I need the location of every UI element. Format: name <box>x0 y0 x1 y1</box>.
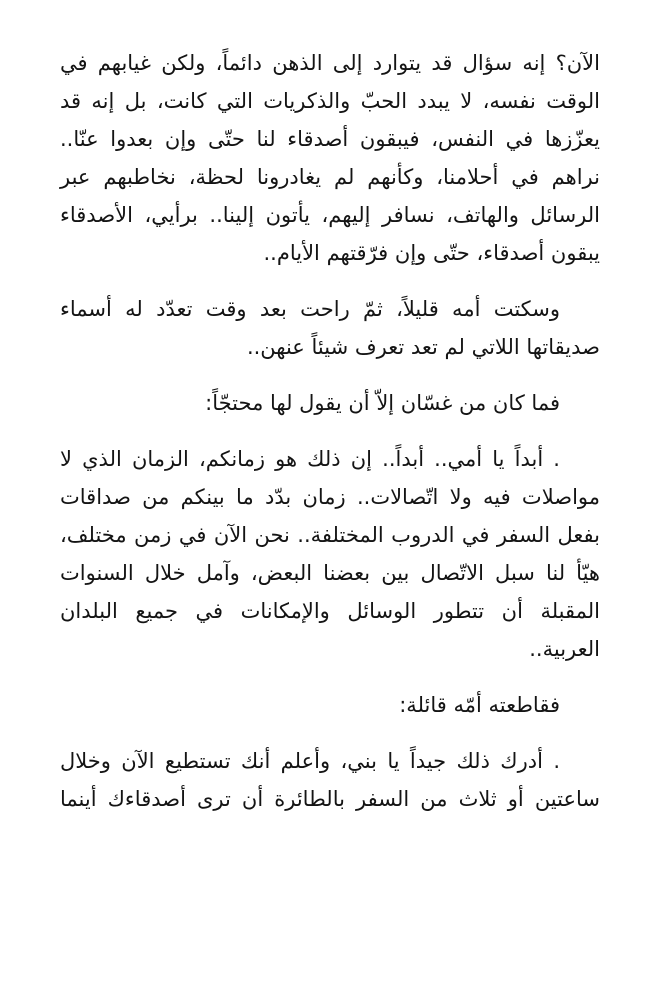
text-line: العربية.. <box>529 637 600 661</box>
text-line: وسكتت أمه قليلاً، ثمّ راحت بعد وقت تعدّد له أسماء <box>60 297 560 321</box>
paragraph <box>60 44 600 272</box>
paragraph <box>60 686 600 724</box>
text-line: المقبلة أن تتطور الوسائل والإمكانات في جميع البلدان <box>60 599 600 623</box>
text-line: . أدرك ذلك جيداً يا بني، وأعلم أنك تستطيع الآن وخلال <box>60 749 560 773</box>
text-line: فما كان من غسّان إلاّ أن يقول لها محتجّاً: <box>205 391 560 415</box>
text-line: مواصلات فيه ولا اتّصالات.. زمان بدّد ما بينكم من صداقات <box>60 485 600 509</box>
text-line: صديقاتها اللاتي لم تعد تعرف شيئاً عنهن.. <box>246 335 600 359</box>
text-line: بفعل السفر في الدروب المختلفة.. نحن الآن في زمن مختلف، <box>60 523 600 547</box>
text-line: يبقون أصدقاء، حتّى وإن فرّقتهم الأيام.. <box>263 241 600 265</box>
text-line: ساعتين أو ثلاث من السفر بالطائرة أن ترى أصدقاءك أينما <box>60 787 600 811</box>
book-page <box>60 44 600 818</box>
paragraph <box>60 384 600 422</box>
text-line: يعزّزها في النفس، فيبقون أصدقاء لنا حتّى وإن بعدوا عنّا.. <box>60 127 600 151</box>
text-line: فقاطعته أمّه قائلة: <box>399 693 560 717</box>
paragraph <box>60 290 600 366</box>
text-line: الرسائل والهاتف، نسافر إليهم، يأتون إلينا.. برأيي، الأصدقاء <box>60 203 600 227</box>
text-line: نراهم في أحلامنا، وكأنهم لم يغادرونا لحظة، نخاطبهم عبر <box>60 165 600 189</box>
text-line: الوقت نفسه، لا يبدد الحبّ والذكريات التي كانت، بل إنه قد <box>60 89 600 113</box>
text-line: هيّأ لنا سبل الاتّصال بين بعضنا البعض، وآمل خلال السنوات <box>60 561 600 585</box>
paragraph <box>60 440 600 668</box>
text-line: الآن؟ إنه سؤال قد يتوارد إلى الذهن دائماً، ولكن غيابهم في <box>60 51 600 75</box>
paragraph <box>60 742 600 818</box>
text-line: . أبداً يا أمي.. أبداً.. إن ذلك هو زمانكم، الزمان الذي لا <box>60 447 560 471</box>
